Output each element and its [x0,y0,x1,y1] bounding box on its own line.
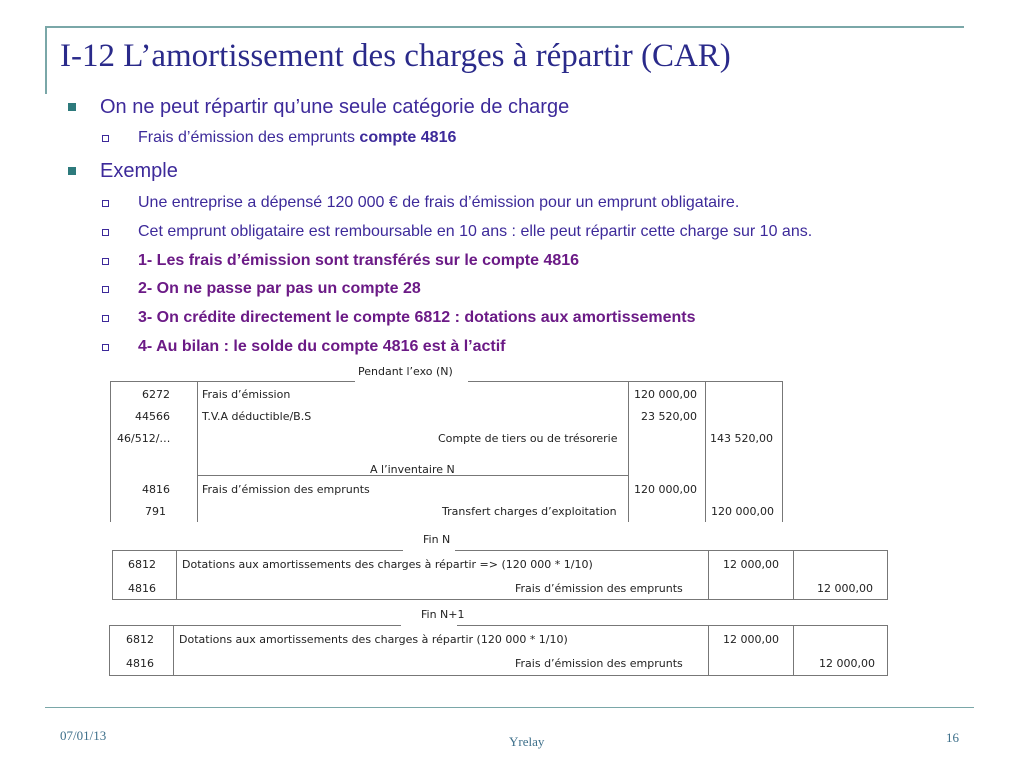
account-cell: 6272 [142,388,170,401]
debit-cell: 12 000,00 [723,558,779,571]
debit-cell: 120 000,00 [634,483,697,496]
label-cell: Frais d’émission des emprunts [515,582,683,595]
footer-page-number: 16 [946,730,959,745]
label-cell: Dotations aux amortissements des charges à répartir (120 000 * 1/10) [179,633,568,646]
footer-date: 07/01/13 [60,728,107,743]
frame-bottom-line [45,707,974,708]
journal1-header: Pendant l’exo (N) [358,365,453,378]
label-cell: Frais d’émission des emprunts [202,483,370,496]
sub-bullet-text: Une entreprise a dépensé 120 000 € de frais d’émission pour un emprunt obligataire. [138,194,740,211]
square-bullet-icon [68,167,76,175]
debit-cell: 23 520,00 [641,410,697,423]
account-cell: 791 [145,505,166,518]
hollow-square-bullet-icon [102,258,109,265]
sub-bullet-text: 1- Les frais d’émission sont transférés sur le compte 4816 [138,252,580,269]
credit-cell: 12 000,00 [817,582,873,595]
account-cell: 46/512/… [117,432,171,445]
credit-cell: 143 520,00 [710,432,773,445]
hollow-square-bullet-icon [102,315,109,322]
square-bullet-icon [68,103,76,111]
sub-bullet-text: Cet emprunt obligataire est remboursable en 10 ans : elle peut répartir cette charge sur 10 ans. [138,223,813,240]
hollow-square-bullet-icon [102,229,109,236]
bullet-text: Exemple [100,160,178,182]
journal3-header: Fin N+1 [421,608,465,621]
sub-bullet-text: 2- On ne passe par pas un compte 28 [138,280,421,297]
debit-cell: 12 000,00 [723,633,779,646]
account-cell: 6812 [126,633,154,646]
footer-author: Yrelay [509,734,545,749]
account-cell: 6812 [128,558,156,571]
account-cell: 4816 [142,483,170,496]
hollow-square-bullet-icon [102,286,109,293]
hollow-square-bullet-icon [102,135,109,142]
sub-bullet-text: 3- On crédite directement le compte 6812 : dotations aux amortissements [138,309,696,326]
label-cell: Compte de tiers ou de trésorerie [438,432,618,445]
journal2-header: Fin N [423,533,451,546]
sub-bullet-text: 4- Au bilan : le solde du compte 4816 est à l’actif [138,338,506,355]
label-cell: Dotations aux amortissements des charges à répartir => (120 000 * 1/10) [182,558,593,571]
account-cell: 44566 [135,410,170,423]
account-cell: 4816 [126,657,154,670]
journal1-middle-header: A l’inventaire N [370,463,455,476]
credit-cell: 12 000,00 [819,657,875,670]
credit-cell: 120 000,00 [711,505,774,518]
bullet-text: On ne peut répartir qu’une seule catégorie de charge [100,96,570,118]
hollow-square-bullet-icon [102,344,109,351]
debit-cell: 120 000,00 [634,388,697,401]
frame-top-line [45,26,964,28]
label-cell: Frais d’émission [202,388,291,401]
slide-title: I-12 L’amortissement des charges à répartir (CAR) [60,38,731,74]
account-cell: 4816 [128,582,156,595]
label-cell: Frais d’émission des emprunts [515,657,683,670]
hollow-square-bullet-icon [102,200,109,207]
label-cell: T.V.A déductible/B.S [202,410,312,423]
sub-bullet-text: Frais d’émission des emprunts [138,129,360,146]
label-cell: Transfert charges d’exploitation [442,505,617,518]
frame-left-line [45,26,47,94]
sub-bullet-bold: compte 4816 [359,129,457,146]
